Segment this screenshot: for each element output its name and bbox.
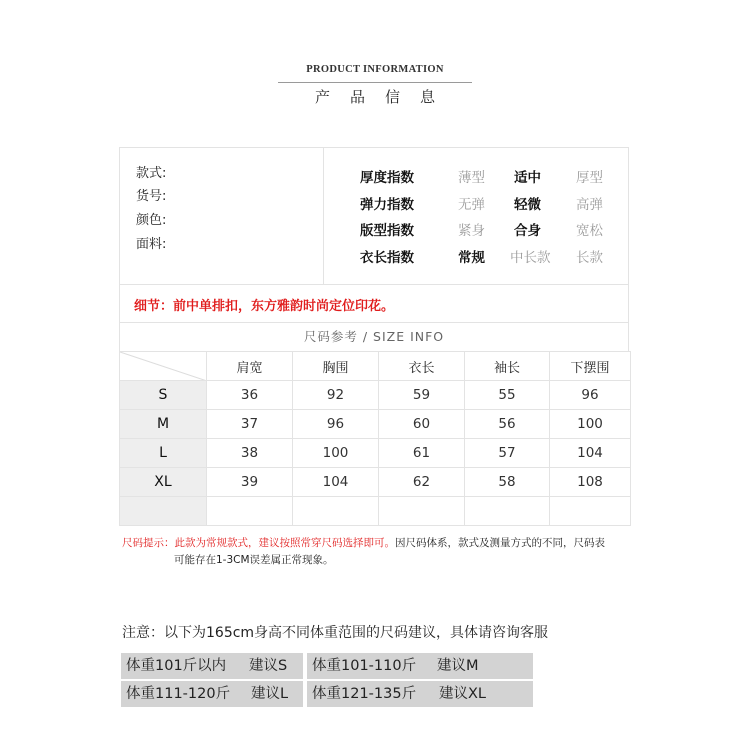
weight-suggest: 建议L xyxy=(251,686,289,702)
weight-note: 注意：以下为165cm身高不同体重范围的尺码建议，具体请咨询客服 xyxy=(122,625,549,641)
weight-cell xyxy=(307,653,533,679)
table-cell: 96 xyxy=(550,381,631,410)
size-tip-text: 因尺码体系，款式及测量方式的不同，尺码表 xyxy=(395,537,605,549)
table-row xyxy=(120,381,631,410)
product-info-box xyxy=(119,147,629,284)
table-row xyxy=(120,468,631,497)
table-cell: 55 xyxy=(465,381,550,410)
column-header: 肩宽 xyxy=(207,352,293,381)
title-en: PRODUCT INFORMATION xyxy=(306,64,444,75)
table-cell: 60 xyxy=(379,410,465,439)
size-label: L xyxy=(120,439,207,468)
weight-cell xyxy=(307,681,533,707)
index-name: 厚度指数 xyxy=(360,170,414,186)
style-label: 款式: xyxy=(136,166,167,181)
table-cell: 56 xyxy=(465,410,550,439)
weight-cell xyxy=(121,653,303,679)
table-cell xyxy=(293,497,379,526)
size-info-title: 尺码参考 / SIZE INFO xyxy=(119,322,629,352)
table-cell: 39 xyxy=(207,468,293,497)
color-label: 颜色: xyxy=(136,213,167,228)
table-cell: 59 xyxy=(379,381,465,410)
title-divider xyxy=(278,82,472,83)
size-tip xyxy=(122,535,642,569)
index-option: 薄型 xyxy=(458,170,485,186)
table-row-empty xyxy=(120,497,631,526)
index-name: 弹力指数 xyxy=(360,197,414,213)
column-header: 下摆围 xyxy=(550,352,631,381)
table-cell: 104 xyxy=(550,439,631,468)
table-cell: 57 xyxy=(465,439,550,468)
index-name: 衣长指数 xyxy=(360,250,414,266)
item-number-label: 货号: xyxy=(136,189,167,204)
size-tip-highlight: 尺码提示：此款为常规款式，建议按照常穿尺码选择即可。 xyxy=(122,537,395,549)
index-option: 长款 xyxy=(576,250,603,266)
fit-index xyxy=(360,219,630,239)
detail-text: 细节：前中单排扣，东方雅韵时尚定位印花。 xyxy=(134,299,395,314)
diagonal-line-icon xyxy=(120,352,207,381)
table-cell: 100 xyxy=(550,410,631,439)
weight-suggest: 建议XL xyxy=(439,686,487,702)
table-cell xyxy=(550,497,631,526)
index-option: 中长款 xyxy=(510,250,551,266)
table-cell: 38 xyxy=(207,439,293,468)
table-cell: 61 xyxy=(379,439,465,468)
weight-range: 体重111-120斤 xyxy=(126,686,231,702)
size-table-header xyxy=(120,352,631,381)
column-header: 袖长 xyxy=(465,352,550,381)
weight-range: 体重101斤以内 xyxy=(126,658,227,674)
weight-suggest: 建议M xyxy=(437,658,479,674)
table-cell: 92 xyxy=(293,381,379,410)
size-tip-line2: 可能存在1-3CM误差属正常现象。 xyxy=(174,554,334,566)
index-name: 版型指数 xyxy=(360,223,414,239)
size-label: XL xyxy=(120,468,207,497)
table-cell: 108 xyxy=(550,468,631,497)
index-option-selected: 合身 xyxy=(514,223,541,239)
size-table xyxy=(119,351,631,526)
index-option: 高弹 xyxy=(576,197,603,213)
table-cell: 62 xyxy=(379,468,465,497)
index-option: 宽松 xyxy=(576,223,603,239)
table-cell: 37 xyxy=(207,410,293,439)
table-cell xyxy=(207,497,293,526)
detail-row xyxy=(119,284,629,323)
weight-cell xyxy=(121,681,303,707)
table-cell: 36 xyxy=(207,381,293,410)
index-option: 紧身 xyxy=(458,223,485,239)
table-row xyxy=(120,410,631,439)
corner-cell xyxy=(120,352,207,381)
index-option: 厚型 xyxy=(576,170,603,186)
size-label: S xyxy=(120,381,207,410)
table-cell xyxy=(465,497,550,526)
weight-range: 体重101-110斤 xyxy=(312,658,417,674)
length-index xyxy=(360,246,630,266)
index-option-selected: 常规 xyxy=(458,250,485,266)
size-label xyxy=(120,497,207,526)
index-option: 无弹 xyxy=(458,197,485,213)
fabric-label: 面料: xyxy=(136,237,167,252)
table-cell: 104 xyxy=(293,468,379,497)
index-option-selected: 适中 xyxy=(514,170,541,186)
table-cell: 100 xyxy=(293,439,379,468)
column-header: 胸围 xyxy=(293,352,379,381)
title-zh: 产品信息 xyxy=(314,88,455,106)
size-label: M xyxy=(120,410,207,439)
elasticity-index xyxy=(360,193,630,213)
product-attributes xyxy=(120,148,324,285)
weight-range: 体重121-135斤 xyxy=(312,686,417,702)
table-cell xyxy=(379,497,465,526)
weight-suggest: 建议S xyxy=(249,658,288,674)
thickness-index xyxy=(360,166,630,186)
table-cell: 58 xyxy=(465,468,550,497)
table-row xyxy=(120,439,631,468)
index-option-selected: 轻微 xyxy=(514,197,541,213)
column-header: 衣长 xyxy=(379,352,465,381)
table-cell: 96 xyxy=(293,410,379,439)
